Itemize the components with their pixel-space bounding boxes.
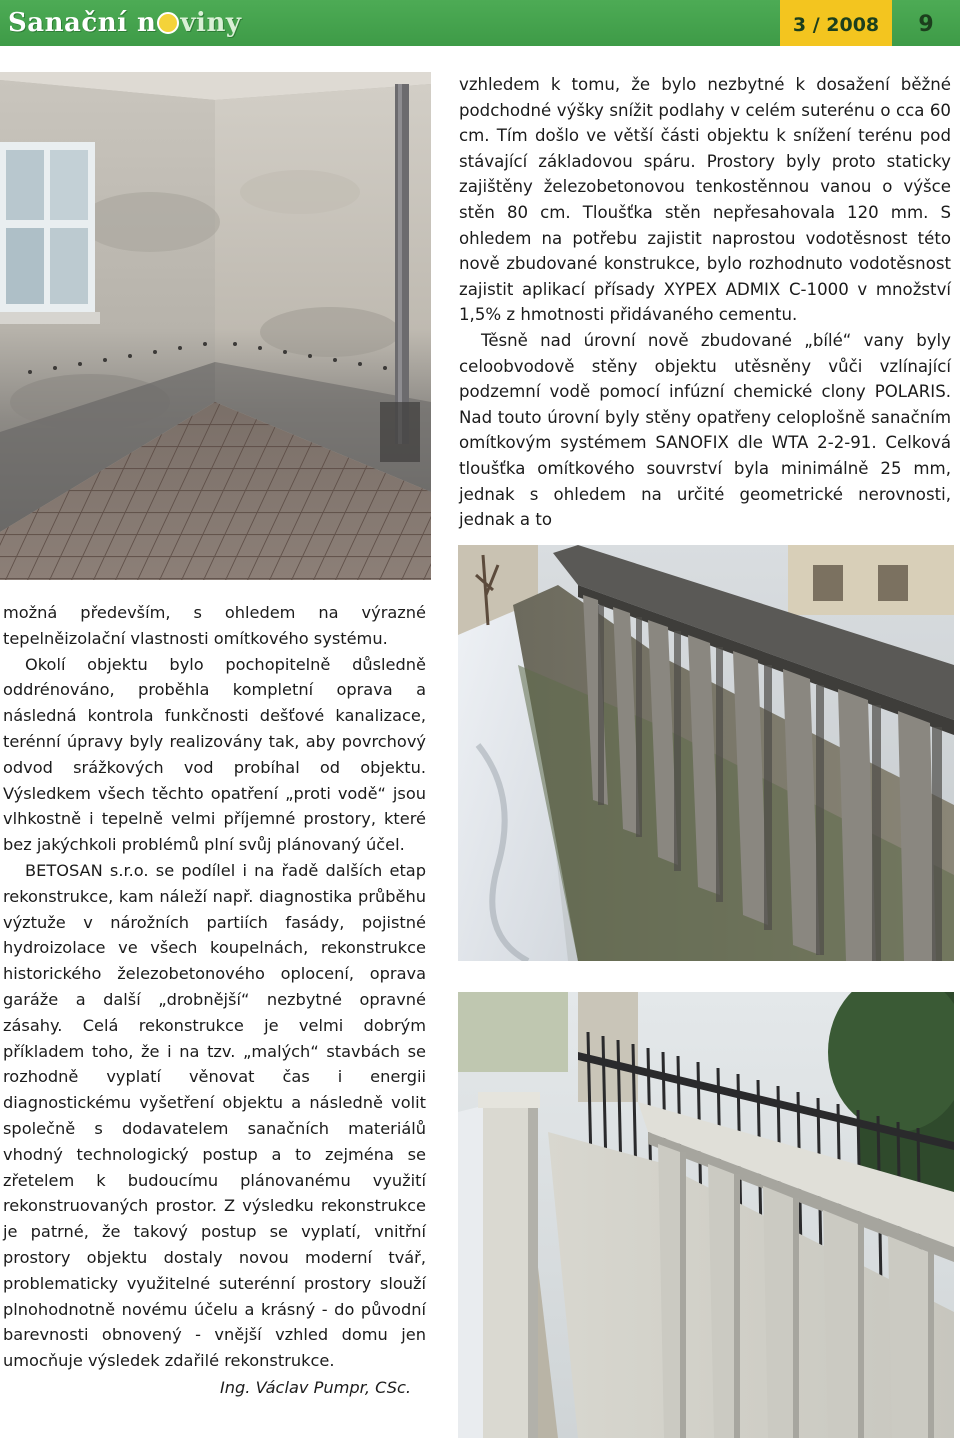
paragraph: Okolí objektu bylo pochopitelně důsledně oddrénováno, proběhla kompletní oprava a následná kontrola funkčnosti dešťové kanalizace, terénní úpravy byly realizovány tak, aby povrchový odvod srážkových vod probíhal od objektu. Výsledkem všech těchto opatření „proti vodě“ jsou vlhkostně i tepelně velmi příjemné prostory, které bez jakýchkoli problémů plní svůj plánovaný účel.	[3, 654, 426, 855]
logo-text-part1: Sanační n	[8, 8, 157, 38]
page-number: 9	[918, 12, 934, 37]
old-concrete-fence-photo	[458, 545, 954, 961]
paragraph: vzhledem k tomu, že bylo nezbytné k dosažení běžné podchodné výšky snížit podlahy v celém suterénu o cca 60 cm. Tím došlo ve větší části objektu k snížení terénu pod stávající základovou spáru. Prostory byly proto staticky zajištěny železobetonovou tenkostěnnou vanou o výšce stěn 80 cm. Tloušťka stěn nepřesahovala 120 mm. S ohledem na potřebu zajistit naprostou vodotěsnost této nově zbudované konstrukce, bylo rozhodnuto vodotěsnost zajistit aplikací přísady XYPEX ADMIX C-1000 v množství 1,5% z hmotnosti přidávaného cementu.	[459, 75, 951, 325]
newsletter-logo	[8, 6, 241, 40]
author-signature: Ing. Václav Pumpr, CSc.	[220, 1378, 412, 1397]
paragraph: BETOSAN s.r.o. se podílel i na řadě dalších etap rekonstrukce, kam náleží např. diagnostika průběhu výztuže v nárožních partiích fasády, pojistné hydroizolace ve všech koupelnách, rekonstrukce historického železobetonového oplocení, oprava garáže a další „drobnější“ nezbytné opravné zásahy. Celá rekonstrukce je velmi dobrým příkladem toho, že i na tzv. „malých“ stavbách se rozhodně vyplatí věnovat čas i energii diagnostickému vyšetření objektu a následně volit společně s dodavatelem sanačních materiálů vhodný technologický postup a to zejména se zřetelem k budoucímu plánovanému využití rekonstruovaných prostor. Z výsledku rekonstrukce je patrné, že takový postup se vyplatí, vnitřní prostory objektu dostaly novou moderní tvář, problematicky využitelné suterénní prostory slouží plnohodnotně novému účelu a krásný - do původní barevnosti obnovený - vnější vzhled domu jen umocňuje výsledek zdařilé rekonstrukce.	[3, 860, 426, 1371]
logo-text-part2: viny	[180, 8, 242, 38]
article-left-column	[3, 600, 426, 1374]
issue-number: 3 / 2008	[780, 0, 892, 46]
paragraph: Těsně nad úrovní nově zbudované „bílé“ vany byly celoobvodově stěny objektu utěsněny vůči vzlínající podzemní vodě pomocí infúzní chemické clony POLARIS. Nad touto úrovní byly stěny opatřeny celoplošně sanačním omítkovým systémem SANOFIX dle WTA 2-2-91. Celková tloušťka omítkového souvrství byla minimálně 25 mm, jednak s ohledem na určité geometrické nerovnosti, jednak a to	[459, 330, 951, 530]
page-header	[0, 0, 960, 46]
article-right-column	[459, 72, 951, 533]
cellar-interior-photo	[0, 72, 431, 580]
logo-o-circle-icon	[157, 12, 179, 34]
renovated-fence-photo	[458, 992, 954, 1438]
paragraph: možná především, s ohledem na výrazné tepelněizolační vlastnosti omítkového systému.	[3, 603, 426, 648]
